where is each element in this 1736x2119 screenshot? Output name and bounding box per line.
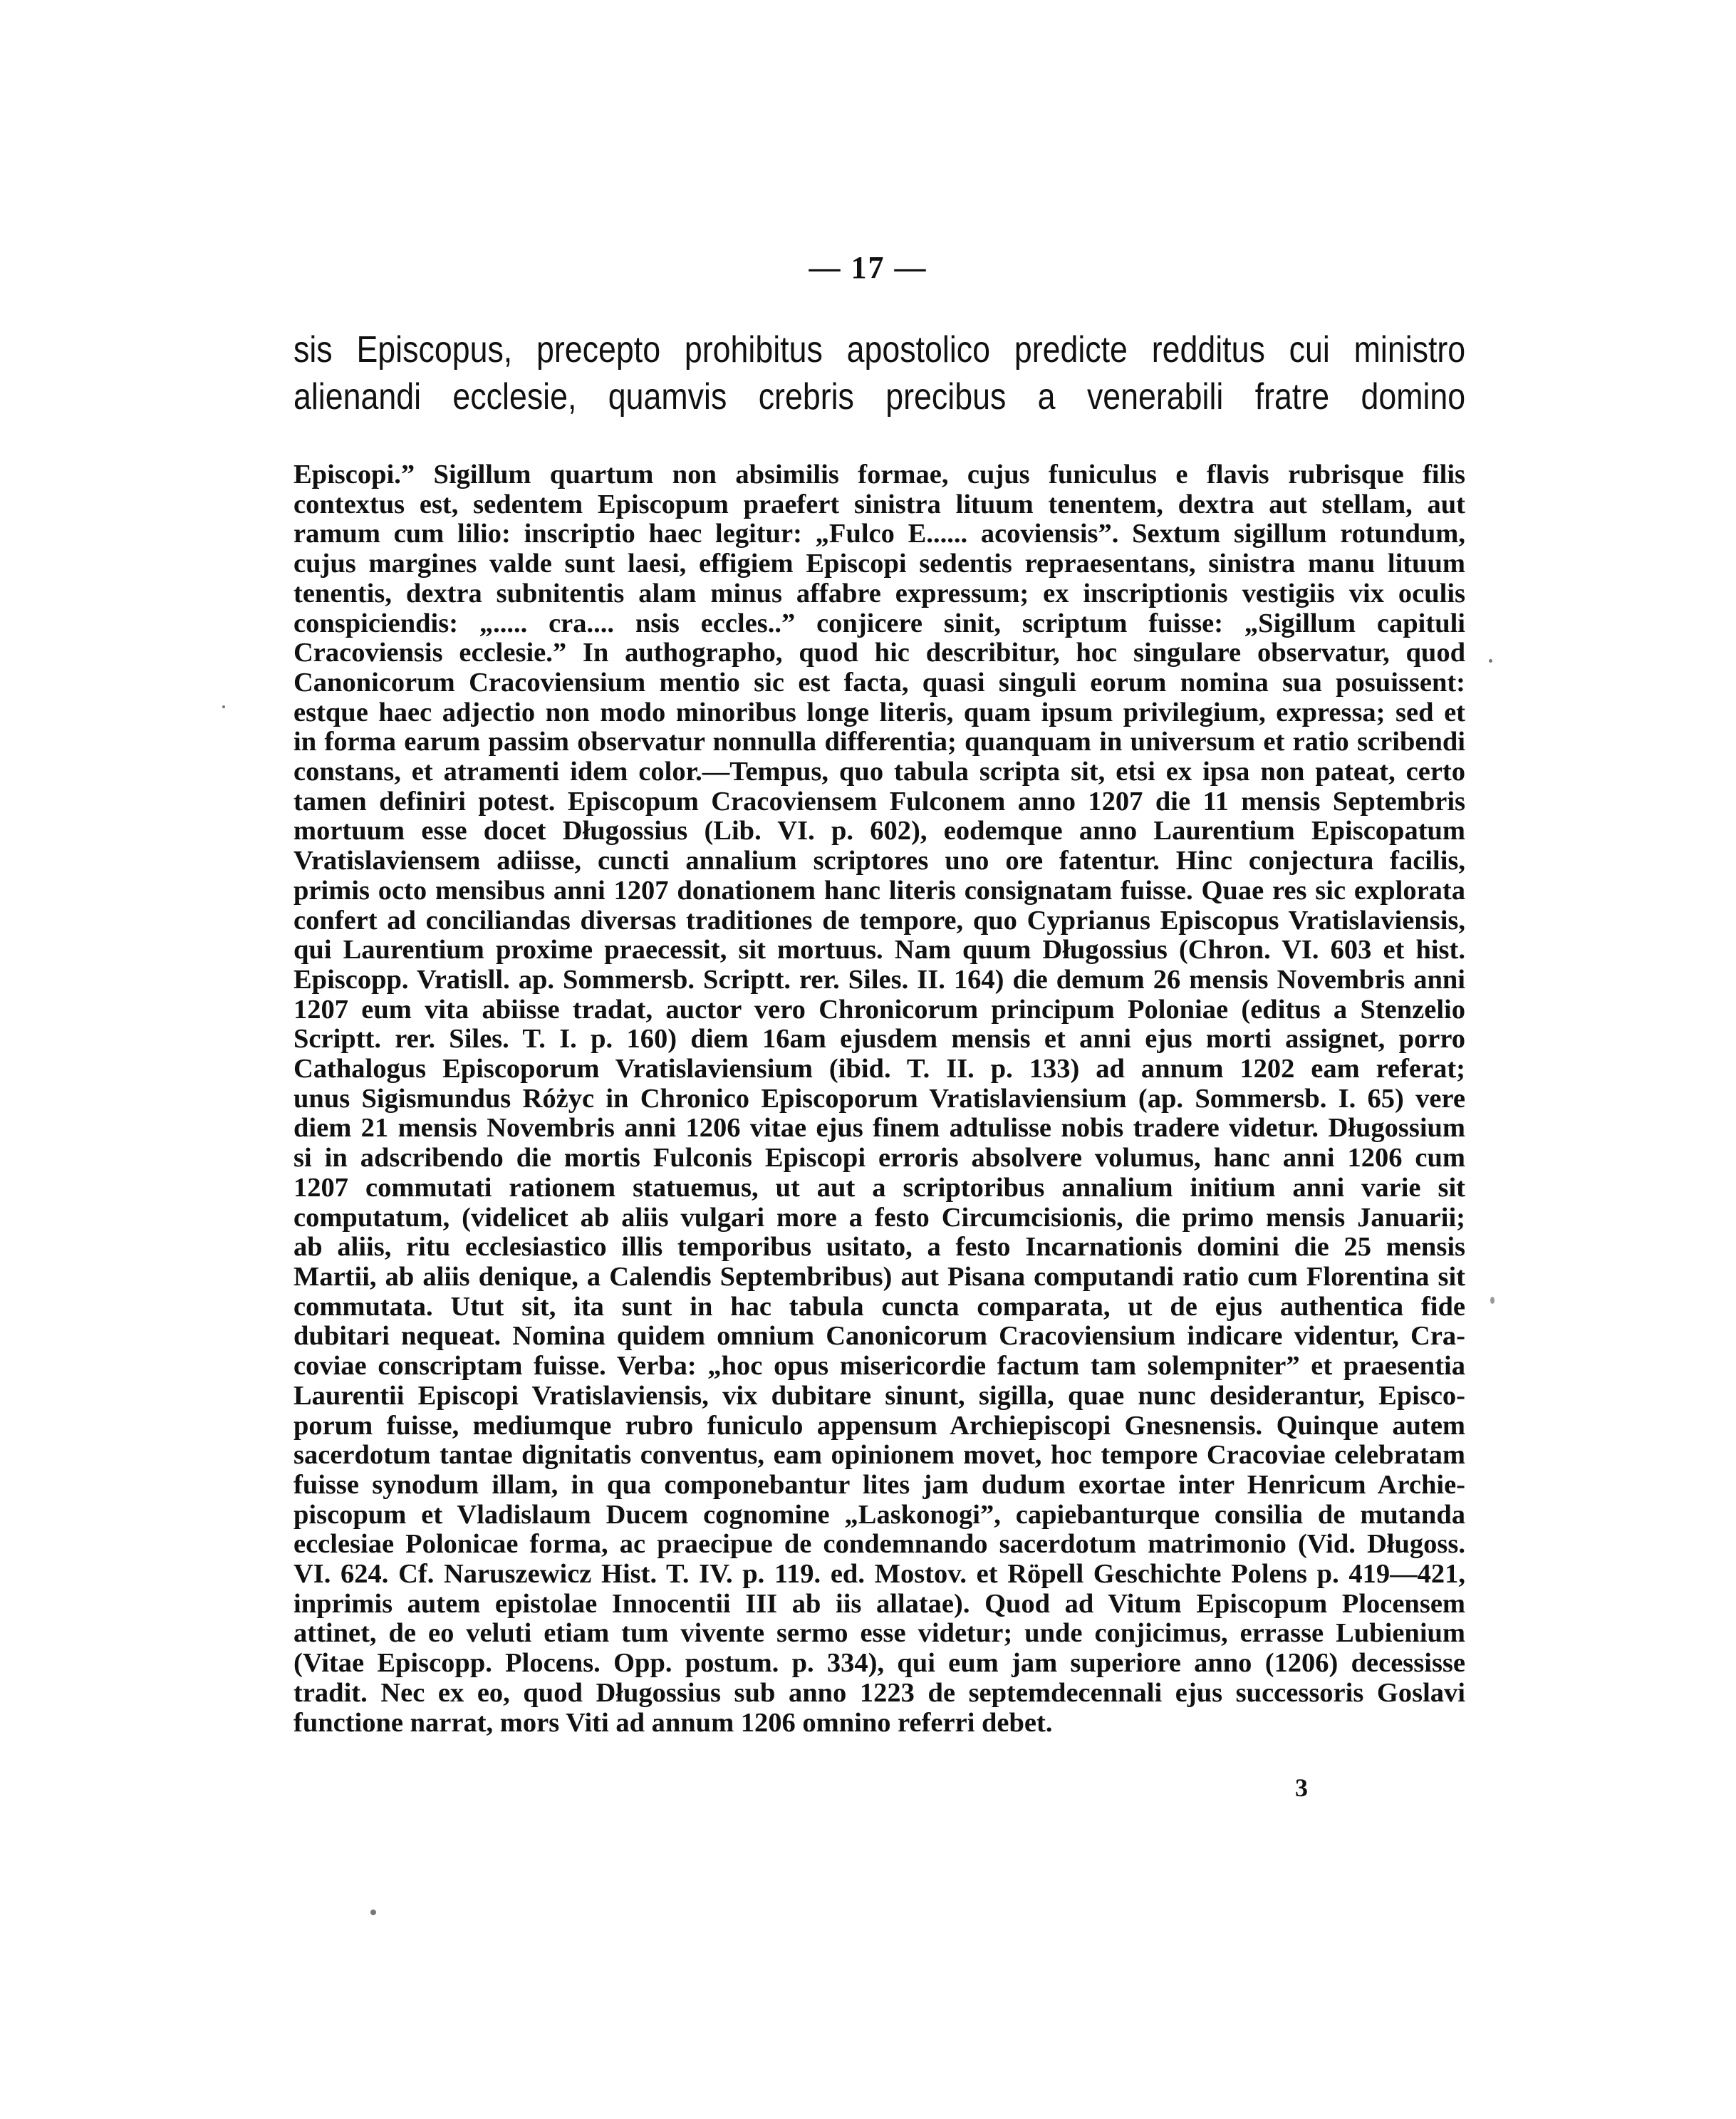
- text-line: fuisse synodum illam, in qua componebantur lites jam dudum exortae inter Henricum Archie-: [293, 1469, 1465, 1500]
- quote-line: alienandi ecclesie, quamvis crebris precibus a venerabili fratre domino: [293, 376, 1466, 418]
- quote-line: sis Episcopus, precepto prohibitus apostolico predicte redditus cui ministro: [293, 329, 1466, 371]
- text-line: inprimis autem epistolae Innocentii III ab iis allatae). Quod ad Vitum Episcopum Plocensem: [293, 1588, 1465, 1619]
- page-number: — 17 —: [809, 250, 927, 285]
- text-line: tradit. Nec ex eo, quod Długossius sub anno 1223 de septemdecennali ejus successoris Goslavi: [293, 1677, 1465, 1708]
- quote-block: [293, 326, 1465, 420]
- text-line: coviae conscriptam fuisse. Verba: „hoc opus misericordie factum tam solempniter” et praesentia: [293, 1351, 1465, 1382]
- text-line: Martii, ab aliis denique, a Calendis Septembribus) aut Pisana computandi ratio cum Florentina sit: [293, 1261, 1465, 1292]
- text-line: tamen definiri potest. Episcopum Cracoviensem Fulconem anno 1207 die 11 mensis Septembris: [293, 786, 1465, 817]
- text-line: unus Sigismundus Różyc in Chronico Episcoporum Vratislaviensium (ap. Sommersb. I. 65) vere: [293, 1083, 1465, 1114]
- text-line: Cracoviensis ecclesie.” In authographo, quod hic describitur, hoc singulare observatur, quod: [293, 638, 1465, 668]
- text-line: Episcopp. Vratisll. ap. Sommersb. Scriptt. rer. Siles. II. 164) die demum 26 mensis Novembris anni: [293, 964, 1465, 995]
- scan-speck: [1490, 1297, 1495, 1304]
- text-line: in forma earum passim observatur nonnulla differentia; quanquam in universum et ratio scribendi: [293, 727, 1465, 757]
- text-line: diem 21 mensis Novembris anni 1206 vitae ejus finem adtulisse nobis tradere videtur. Długossium: [293, 1113, 1465, 1144]
- text-line: ab aliis, ritu ecclesiastico illis temporibus usitato, a festo Incarnationis domini die 25 mensis: [293, 1232, 1465, 1263]
- text-line: Cathalogus Episcoporum Vratislaviensium (ibid. T. II. p. 133) ad annum 1202 eam referat;: [293, 1054, 1465, 1084]
- text-line: estque haec adjectio non modo minoribus longe literis, quam ipsum privilegium, expressa; sed et: [293, 697, 1465, 727]
- scan-speck: [370, 1910, 376, 1915]
- text-line: primis octo mensibus anni 1207 donationem hanc literis consignatam fuisse. Quae res sic explorata: [293, 875, 1465, 906]
- text-line: contextus est, sedentem Episcopum praefert sinistra lituum tenentem, dextra aut stellam, aut: [293, 489, 1465, 519]
- text-line: 1207 eum vita abiisse tradat, auctor vero Chronicorum principum Poloniae (editus a Stenzelio: [293, 994, 1465, 1025]
- text-line: ramum cum lilio: inscriptio haec legitur: „Fulco E...... acoviensis”. Sextum sigillum rotundum,: [293, 519, 1465, 549]
- text-line: confert ad conciliandas diversas traditiones de tempore, quo Cyprianus Episcopus Vratislaviensis,: [293, 905, 1465, 936]
- text-line: tenentis, dextra subnitentis alam minus affabre expressum; ex inscriptionis vestigiis vix oculis: [293, 578, 1465, 608]
- text-line: Scriptt. rer. Siles. T. I. p. 160) diem 16am ejusdem mensis et anni ejus morti assignet, porro: [293, 1024, 1465, 1055]
- text-line: Canonicorum Cracoviensium mentio sic est facta, quasi singuli eorum nomina sua posuissent:: [293, 667, 1465, 698]
- text-line: qui Laurentium proxime praecessit, sit mortuus. Nam quum Długossius (Chron. VI. 603 et hist.: [293, 935, 1465, 965]
- text-line: 1207 commutati rationem statuemus, ut aut a scriptoribus annalium initium anni varie sit: [293, 1172, 1465, 1203]
- text-line: porum fuisse, mediumque rubro funiculo appensum Archiepiscopi Gnesnensis. Quinque autem: [293, 1410, 1465, 1441]
- text-line: ecclesiae Polonicae forma, ac praecipue de condemnando sacerdotum matrimonio (Vid. Długoss.: [293, 1529, 1465, 1560]
- text-line: piscopum et Vladislaum Ducem cognomine „Laskonogi”, capiebanturque consilia de mutanda: [293, 1499, 1465, 1530]
- text-line: functione narrat, mors Viti ad annum 1206 omnino referri debet.: [293, 1707, 1053, 1738]
- text-line: (Vitae Episcopp. Plocens. Opp. postum. p. 334), qui eum jam superiore anno (1206) decessisse: [293, 1648, 1465, 1679]
- text-line: commutata. Utut sit, ita sunt in hac tabula cuncta comparata, ut de ejus authentica fide: [293, 1291, 1465, 1322]
- scan-speck: [1489, 659, 1492, 663]
- text-line: dubitari nequeat. Nomina quidem omnium Canonicorum Cracoviensium indicare videntur, Cra-: [293, 1321, 1465, 1352]
- text-line: Vratislaviensem adiisse, cuncti annalium scriptores uno ore fatentur. Hinc conjectura facilis,: [293, 846, 1465, 876]
- text-line: Laurentii Episcopi Vratislaviensis, vix dubitare sinunt, sigilla, quae nunc desiderantur, Episco-: [293, 1380, 1465, 1411]
- body-paragraph: [293, 460, 1465, 1738]
- text-line: cujus margines valde sunt laesi, effigiem Episcopi sedentis repraesentans, sinistra manu lituum: [293, 549, 1465, 579]
- text-line: sacerdotum tantae dignitatis conventus, eam opinionem movet, hoc tempore Cracoviae celebratam: [293, 1440, 1465, 1471]
- text-line: mortuum esse docet Długossius (Lib. VI. p. 602), eodemque anno Laurentium Episcopatum: [293, 816, 1465, 846]
- signature-mark: 3: [1295, 1773, 1308, 1802]
- text-line: constans, et atramenti idem color.—Tempus, quo tabula scripta sit, etsi ex ipsa non pateat, certo: [293, 757, 1465, 787]
- text-line: Episcopi.” Sigillum quartum non absimilis formae, cujus funiculus e flavis rubrisque filis: [293, 460, 1465, 489]
- text-line: conspiciendis: „..... cra.... nsis eccles..” conjicere sinit, scriptum fuisse: „Sigillum capituli: [293, 608, 1465, 638]
- text-line: attinet, de eo veluti etiam tum vivente sermo esse videtur; unde conjicimus, errasse Lubienium: [293, 1618, 1465, 1649]
- scan-speck: [222, 705, 225, 708]
- text-line: VI. 624. Cf. Naruszewicz Hist. T. IV. p. 119. ed. Mostov. et Röpell Geschichte Polens p. 419—421,: [293, 1559, 1465, 1590]
- text-line: computatum, (videlicet ab aliis vulgari more a festo Circumcisionis, die primo mensis Januarii;: [293, 1202, 1465, 1233]
- text-line: si in adscribendo die mortis Fulconis Episcopi erroris absolvere volumus, hanc anni 1206 cum: [293, 1143, 1465, 1174]
